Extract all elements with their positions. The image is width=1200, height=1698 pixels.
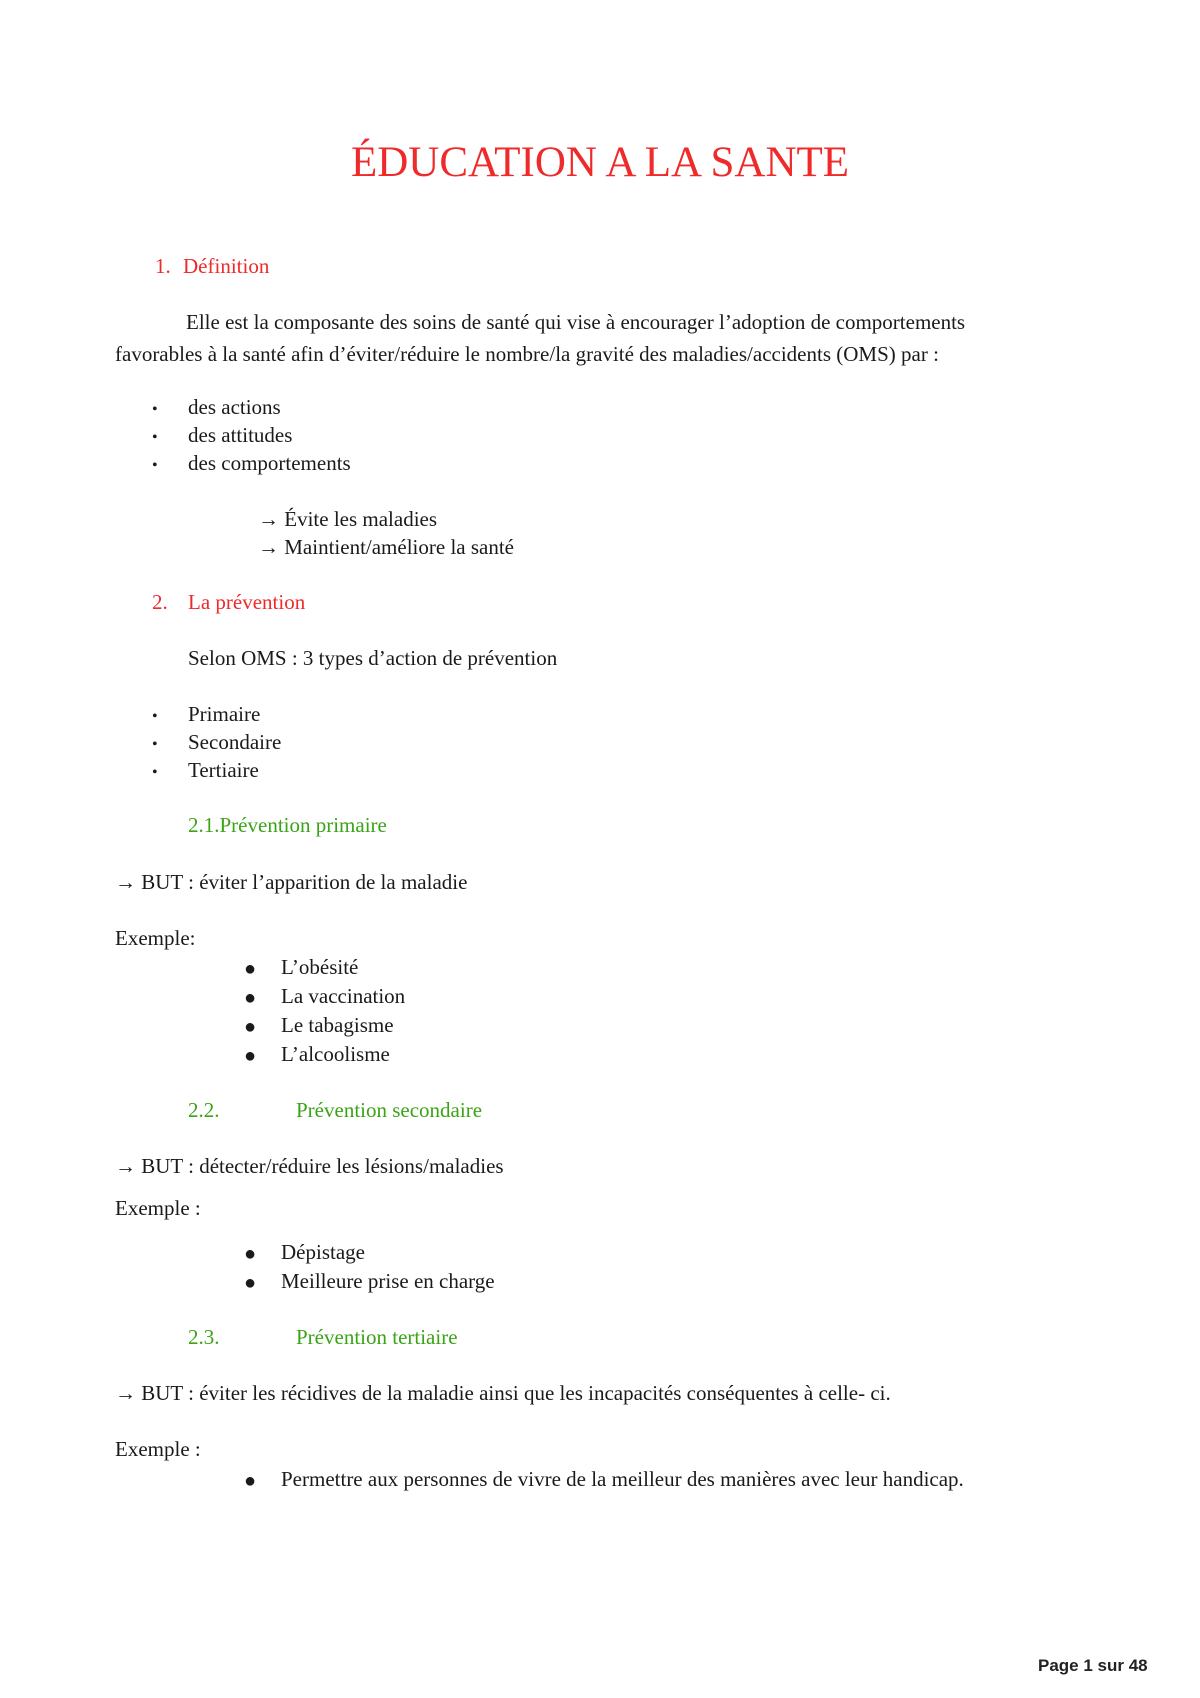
sub21-item-1: L’obésité	[281, 955, 359, 979]
bullet-disc-icon: ●	[244, 1272, 257, 1294]
sub21-item-3: Le tabagisme	[281, 1013, 394, 1037]
bullet-disc-icon: ●	[244, 987, 257, 1009]
section1-number: 1.	[155, 254, 171, 278]
bullet-icon: •	[152, 401, 158, 418]
sub23-number: 2.3.	[188, 1325, 220, 1349]
section1-bullet-3: des comportements	[188, 451, 351, 475]
section2-bullet-2: Secondaire	[188, 730, 282, 754]
bullet-icon: •	[152, 429, 158, 446]
sub22-but: → BUT : détecter/réduire les lésions/maladies	[115, 1154, 504, 1178]
bullet-disc-icon: ●	[244, 958, 257, 980]
section2-number: 2.	[152, 590, 168, 614]
section1-paragraph-line1: Elle est la composante des soins de santé qui vise à encourager l’adoption de comportements	[186, 310, 966, 334]
sub22-heading: Prévention secondaire	[296, 1098, 483, 1122]
section2-bullet-1: Primaire	[188, 702, 261, 726]
bullet-disc-icon: ●	[244, 1045, 257, 1067]
bullet-icon: •	[152, 457, 158, 474]
sub23-exemple-label: Exemple :	[115, 1437, 201, 1461]
section1-bullet-1: des actions	[188, 395, 281, 419]
sub22-item-2: Meilleure prise en charge	[281, 1269, 495, 1293]
sub21-heading: 2.1.Prévention primaire	[188, 813, 387, 837]
document-title: ÉDUCATION A LA SANTE	[350, 139, 850, 186]
sub22-item-1: Dépistage	[281, 1240, 365, 1264]
sub23-item-1: Permettre aux personnes de vivre de la meilleur des manières avec leur handicap.	[281, 1467, 964, 1491]
bullet-icon: •	[152, 764, 158, 781]
sub23-heading: Prévention tertiaire	[296, 1325, 458, 1349]
sub21-but: → BUT : éviter l’apparition de la maladie	[115, 870, 468, 894]
bullet-disc-icon: ●	[244, 1470, 257, 1492]
bullet-icon: •	[152, 736, 158, 753]
section1-paragraph-line2: favorables à la santé afin d’éviter/réduire le nombre/la gravité des maladies/accidents (OMS) par :	[115, 342, 939, 366]
bullet-icon: •	[152, 708, 158, 725]
sub21-exemple-label: Exemple:	[115, 926, 196, 950]
bullet-disc-icon: ●	[244, 1243, 257, 1265]
sub22-exemple-label: Exemple :	[115, 1196, 201, 1220]
sub21-item-2: La vaccination	[281, 984, 406, 1008]
section1-heading: Définition	[183, 254, 270, 278]
section2-intro: Selon OMS : 3 types d’action de prévention	[188, 646, 558, 670]
sub23-but: → BUT : éviter les récidives de la maladie ainsi que les incapacités conséquentes à celle- ci.	[115, 1381, 891, 1405]
section2-bullet-3: Tertiaire	[188, 758, 259, 782]
section1-arrow-2: → Maintient/améliore la santé	[258, 535, 514, 559]
section1-arrow-1: → Évite les maladies	[258, 507, 438, 531]
sub21-item-4: L’alcoolisme	[281, 1042, 390, 1066]
section1-bullet-2: des attitudes	[188, 423, 293, 447]
sub22-number: 2.2.	[188, 1098, 220, 1122]
section2-heading: La prévention	[188, 590, 306, 614]
page-number: Page 1 sur 48	[1038, 1656, 1148, 1675]
bullet-disc-icon: ●	[244, 1016, 257, 1038]
